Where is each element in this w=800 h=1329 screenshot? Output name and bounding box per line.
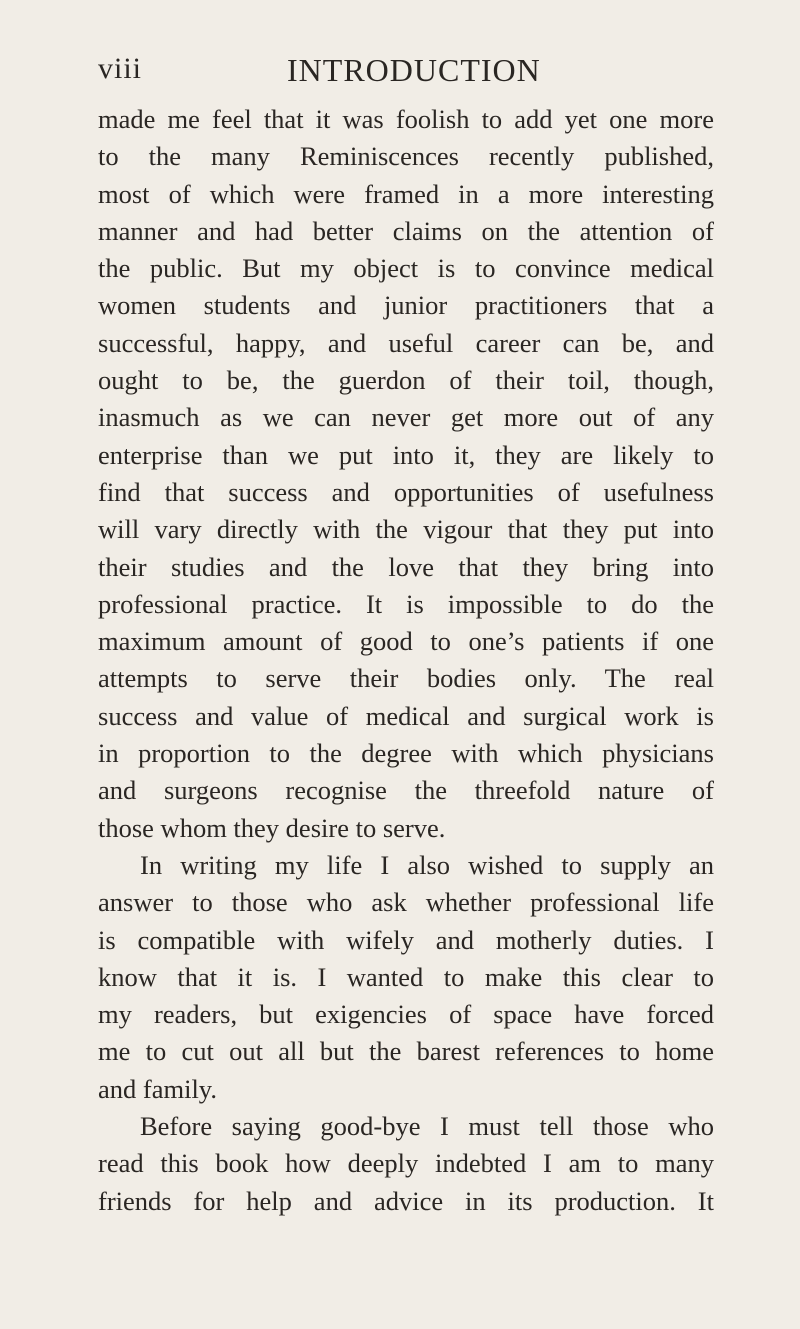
text-line: enterprise than we put into it, they are likely to (98, 439, 714, 470)
text-line: maximum amount of good to one’s patients if one (98, 626, 714, 657)
text-line: In writing my life I also wished to supply an (140, 849, 714, 880)
text-line: inasmuch as we can never get more out of any (98, 402, 714, 433)
text-line: the public. But my object is to convince medical (98, 253, 714, 284)
text-line: will vary directly with the vigour that they put into (98, 514, 714, 545)
text-line: those whom they desire to serve. (98, 812, 446, 843)
text-line: success and value of medical and surgical work is (98, 700, 714, 731)
page-number: viii (98, 52, 143, 85)
text-line: me to cut out all but the barest references to home (98, 1036, 714, 1067)
text-line: read this book how deeply indebted I am to many (98, 1148, 714, 1179)
running-head-title: INTRODUCTION (287, 52, 541, 88)
text-line: and surgeons recognise the threefold nature of (98, 775, 714, 806)
text-line: know that it is. I wanted to make this clear to (98, 961, 714, 992)
text-line: find that success and opportunities of usefulness (98, 476, 714, 507)
text-line: and family. (98, 1073, 217, 1104)
text-line: made me feel that it was foolish to add yet one more (98, 104, 714, 134)
text-line: successful, happy, and useful career can be, and (98, 327, 714, 358)
text-line: in proportion to the degree with which physicians (98, 738, 714, 769)
running-head (98, 52, 713, 92)
text-line: friends for help and advice in its production. It (98, 1185, 714, 1216)
text-line: answer to those who ask whether professional life (98, 887, 714, 918)
text-line: my readers, but exigencies of space have forced (98, 999, 714, 1030)
body-text (98, 101, 714, 1220)
text-line: their studies and the love that they bring into (98, 551, 714, 582)
text-line: attempts to serve their bodies only. The real (98, 663, 714, 694)
text-line: ought to be, the guerdon of their toil, though, (98, 365, 714, 396)
text-line: is compatible with wifely and motherly duties. I (98, 924, 714, 955)
text-line: women students and junior practitioners that a (98, 290, 714, 321)
text-line: most of which were framed in a more interesting (98, 178, 714, 209)
text-line: Before saying good-bye I must tell those who (140, 1111, 714, 1142)
text-line: professional practice. It is impossible to do the (98, 588, 714, 619)
text-line: manner and had better claims on the attention of (98, 215, 714, 246)
text-line: to the many Reminiscences recently published, (98, 141, 714, 172)
